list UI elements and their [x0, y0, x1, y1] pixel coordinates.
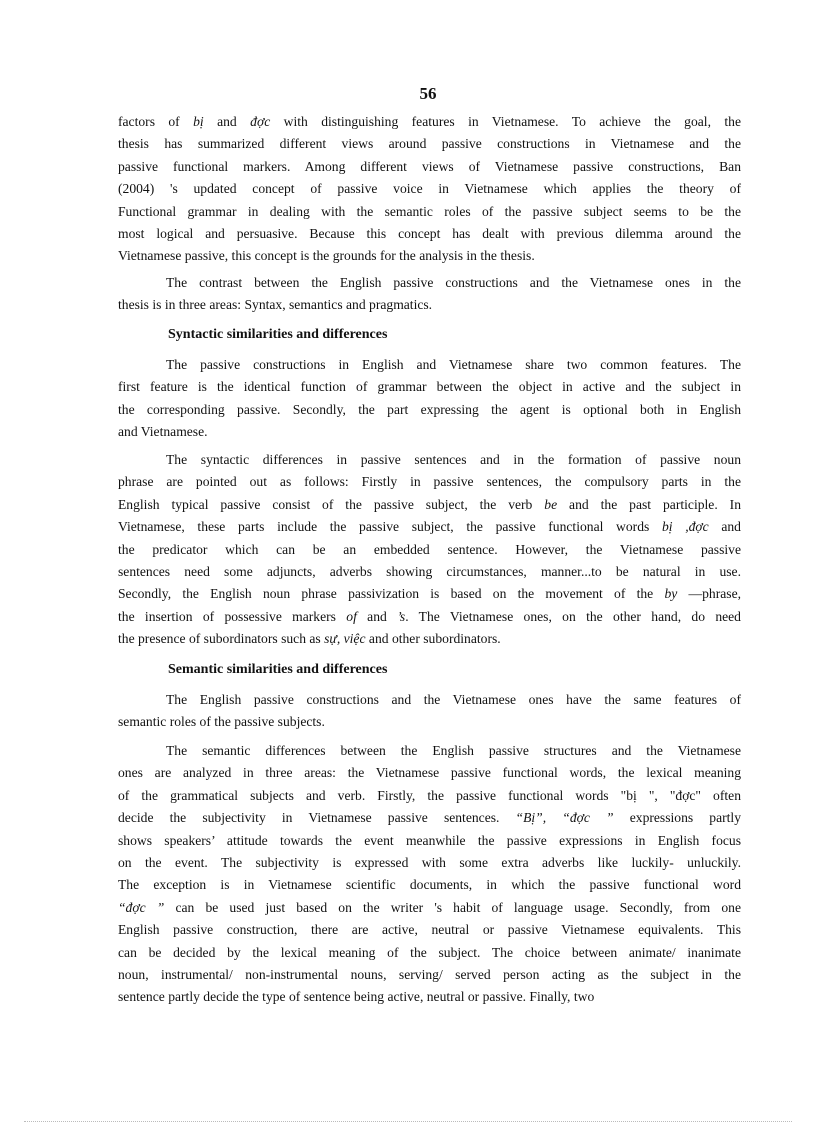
italic-term: ’s: [397, 608, 406, 624]
text-line: [118, 223, 741, 245]
text-line: [118, 272, 741, 294]
text-line: [118, 628, 741, 650]
text-line: [118, 494, 741, 516]
text-run: English passive construction, there are active, neutral or passive Vietnamese equivalents. This: [118, 922, 741, 938]
paragraph: [118, 689, 741, 734]
text-run: and: [708, 519, 741, 535]
text-run: first feature is the identical function of grammar between the object in active and the subject in: [118, 379, 741, 395]
text-line: [118, 539, 741, 561]
section-heading: [118, 324, 741, 346]
page-number: 56: [419, 84, 437, 103]
text-run: (2004) 's updated concept of passive voice in Vietnamese which applies the theory of: [118, 181, 741, 197]
text-run: sentence partly decide the type of sentence being active, neutral or passive. Finally, two: [118, 989, 595, 1005]
text-run: factors of: [118, 114, 194, 129]
text-line: [118, 919, 741, 941]
text-run: and Vietnamese.: [118, 424, 208, 440]
text-line: [118, 897, 741, 919]
text-run: thesis has summarized different views around passive constructions in Vietnamese and the: [118, 136, 741, 152]
text-line: [118, 852, 741, 874]
text-run: semantic roles of the passive subjects.: [118, 714, 325, 730]
text-run: shows speakers’ attitude towards the event meanwhile the passive expressions in English focus: [118, 832, 741, 848]
text-run: and: [203, 114, 251, 129]
text-line: [118, 711, 741, 733]
text-run: decide the subjectivity in Vietnamese passive sentences.: [118, 810, 516, 826]
text-run: of the grammatical subjects and verb. Firstly, the passive functional words "bị ", "đợc" often: [118, 787, 741, 803]
text-run: English typical passive consist of the passive subject, the verb: [118, 496, 545, 512]
text-line: [118, 785, 741, 807]
text-run: . The Vietnamese ones, on the other hand, do need: [405, 608, 741, 624]
text-run: passive functional markers. Among different views of Vietnamese passive constructions, Ban: [118, 158, 741, 174]
text-line: [118, 376, 741, 398]
section-heading: [118, 659, 741, 681]
text-line: [118, 583, 741, 605]
paragraph: [118, 272, 741, 317]
text-line: [118, 740, 741, 762]
heading-text: Semantic similarities and differences: [168, 662, 388, 677]
text-run: thesis is in three areas: Syntax, semantics and pragmatics.: [118, 297, 433, 313]
text-run: The contrast between the English passive constructions and the Vietnamese ones in the: [166, 275, 741, 290]
text-line: [118, 561, 741, 583]
text-run: ones are analyzed in three areas: the Vietnamese passive functional words, the lexical meaning: [118, 765, 741, 781]
italic-term: sự, việc: [324, 631, 366, 647]
text-run: and other subordinators.: [365, 631, 501, 647]
text-run: the presence of subordinators such as: [118, 631, 325, 647]
text-run: Functional grammar in dealing with the semantic roles of the passive subject seems to be the: [118, 203, 741, 219]
text-line: [118, 354, 741, 376]
text-run: expressions partly: [613, 810, 741, 826]
text-run: the insertion of possessive markers: [118, 608, 347, 624]
text-line: [118, 606, 741, 628]
text-run: can be decided by the lexical meaning of the subject. The choice between animate/ inanimate: [118, 944, 741, 960]
text-line: [118, 762, 741, 784]
text-line: [118, 245, 741, 267]
text-run: The semantic differences between the English passive structures and the Vietnamese: [166, 743, 741, 758]
text-line: [118, 471, 741, 493]
text-run: phrase are pointed out as follows: Firstly in passive sentences, the compulsory parts in the: [118, 474, 741, 490]
text-run: The English passive constructions and the Vietnamese ones have the same features of: [166, 692, 741, 707]
text-line: [118, 294, 741, 316]
text-run: the corresponding passive. Secondly, the part expressing the agent is optional both in English: [118, 401, 741, 417]
text-line: [118, 178, 741, 200]
text-line: [118, 942, 741, 964]
text-run: on the event. The subjectivity is expressed with some extra adverbs like luckily- unluckily.: [118, 854, 741, 870]
text-line: [118, 421, 741, 443]
text-run: sentences need some adjuncts, adverbs showing circumstances, manner...to be natural in use.: [118, 563, 741, 579]
italic-term: “đợc ”: [118, 899, 165, 915]
text-run: Vietnamese, these parts include the passive subject, the passive functional words: [118, 519, 662, 535]
paragraph: [118, 354, 741, 444]
text-run: The syntactic differences in passive sentences and in the formation of passive noun: [166, 452, 741, 467]
heading-text: Syntactic similarities and differences: [168, 327, 388, 342]
italic-term: by: [664, 586, 678, 602]
text-line: [118, 807, 741, 829]
text-line: [118, 399, 741, 421]
text-line: [118, 156, 741, 178]
paragraph: [118, 449, 741, 651]
text-line: [118, 111, 741, 133]
paragraph: [118, 740, 741, 1009]
italic-term: đợc: [250, 114, 271, 129]
text-run: The exception is in Vietnamese scientific documents, in which the passive functional word: [118, 877, 741, 893]
text-run: Vietnamese passive, this concept is the grounds for the analysis in the thesis.: [118, 248, 535, 264]
italic-term: “Bị”, “đợc ”: [515, 810, 614, 826]
text-run: —phrase,: [677, 586, 741, 602]
text-line: [118, 830, 741, 852]
text-run: can be used just based on the writer 's habit of language usage. Secondly, from one: [164, 899, 742, 915]
text-line: [118, 964, 741, 986]
text-run: and the past participle. In: [557, 496, 741, 512]
italic-term: be: [544, 496, 558, 512]
text-run: most logical and persuasive. Because this concept has dealt with previous dilemma around the: [118, 225, 741, 241]
paragraph: [118, 111, 741, 268]
text-run: The passive constructions in English and Vietnamese share two common features. The: [166, 357, 741, 372]
italic-term: bị ,đợc: [661, 519, 709, 535]
text-line: [118, 689, 741, 711]
text-run: with distinguishing features in Vietnamese. To achieve the goal, the: [270, 114, 741, 129]
text-line: [118, 516, 741, 538]
text-run: Secondly, the English noun phrase passivization is based on the movement of the: [118, 586, 665, 602]
text-line: [118, 133, 741, 155]
text-run: noun, instrumental/ non-instrumental nouns, serving/ served person acting as the subject in the: [118, 966, 741, 982]
page-bottom-border: [24, 1121, 792, 1122]
text-line: [118, 874, 741, 896]
text-line: [118, 201, 741, 223]
text-line: [118, 449, 741, 471]
text-line: [118, 986, 741, 1008]
italic-term: bị: [193, 114, 204, 129]
text-run: and: [356, 608, 398, 624]
text-run: the predicator which can be an embedded sentence. However, the Vietnamese passive: [118, 541, 741, 557]
italic-term: of: [346, 608, 357, 624]
